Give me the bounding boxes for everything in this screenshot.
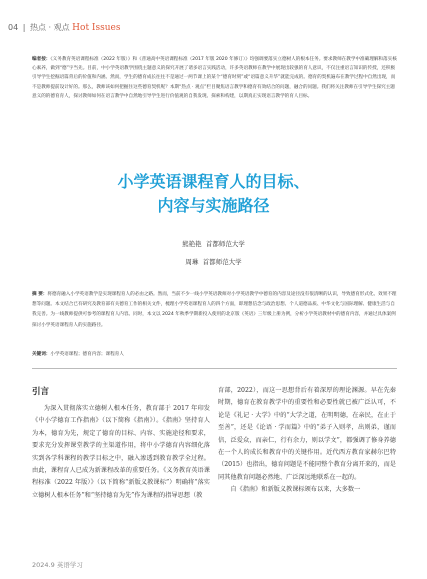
author-1: [0, 239, 427, 248]
section-title: 引言: [32, 387, 50, 397]
body-paragraph: 育部，2022），而这一思想背后有着深厚的理论渊源。早在先秦时期，德育在教育教学中的重要性和必要性就已被广泛认可，不论是《礼记 · 大学》中的“大学之道，在明明德，在亲民，在止于至善”，还是《论语 · 学而篇》中的“弟子入则孝，出则弟，谨而信，泛爱众，而亲仁，行有余力，则以学文”，都强调了修身养德在一个人的成长和教育中的关键作用。近代西方教育家赫尔巴特（2015）也指出，德育问题是不能同整个教育分离开来的，而是同其他教育问题必然地、广泛深远地联系在一起的。 自《指南》和新版义教课标颁布以来，大多数一: [218, 387, 396, 494]
page-number: 04: [8, 23, 19, 32]
section-divider: [32, 368, 397, 369]
body-column-left: [32, 385, 210, 502]
editor-note-label: 编者按：: [32, 57, 51, 62]
author-name: 熊艳艳: [182, 240, 202, 248]
footer-date: 2024.9: [32, 561, 55, 569]
keywords: [32, 350, 397, 359]
article-title-line-1: 小学英语课程育人的目标、: [117, 172, 310, 191]
editor-note: [32, 55, 397, 101]
author-affiliation: 首都师范大学: [205, 240, 245, 248]
section-label-en: Hot Issues: [72, 23, 121, 33]
abstract-label: 摘 要：: [32, 292, 48, 297]
abstract-text: 将德育融入小学英语教学是实现课程育人的必由之路。然而，当前不少一线小学英语教师对小学英语教学中德育的内容及途径没有很清晰的认识，导致德育形式化、效果不理想等问题。本文结合已有研究及教育部有关德育工作的相关文件，梳理小学英语课程育人的四个方面，即理想信念与政治思想、个人道德品质、中华文化与国际理解、健康生活与自我完善。为一线教师提供可参考的课程育人内容。同时，本文以 2024 年秋季学期新投入使用的北京版《英语》三年级上册为例，分析小学英语教材中的德育内容，并通过具体案例探讨小学英语课程育人的实施路径。: [32, 292, 397, 328]
page-header: [8, 22, 120, 33]
footer-journal: 英语学习: [56, 561, 83, 569]
page-footer: [32, 560, 83, 569]
author-2: [0, 257, 427, 266]
keywords-label: 关键词：: [32, 352, 51, 357]
body-column-right: [218, 385, 396, 497]
editor-note-text: 《义务教育英语课程标准（2022 年版）》和《普通高中英语课程标准（2017 年版 2020 年修订）》均强调要落实立德树人的根本任务。要求教师在教学中准确理解和落实核心素养，做到“德”字当先。目前，中小学英语教学围绕主题意义的探究开展了诸多语言实践活动，许多英语教师在教学中展现出较强的育人意识，不仅注重语言知识的传授，还积极引导学生挖掘语篇背后的价值和内涵。然而，学生的德育成长往往不是通过一两节课上的某个“德育时刻”或“语篇意义升华”就能完成的。德育的契机遍布在教学过程中自然出现，而不是教师提前设计好的。那么，教师该如何把握住这些德育契机呢？本期“热点 · 观点”栏目聚焦语言教学和德育有效结合的问题，融合的问题。我们将关注教师在引导学生探究主题意义的的德育育人，探讨教师如何在语言教学中自然地引导学生进行价值观的自我发现、探索和构建，以期真正实现语言教学的育人目标。: [32, 57, 397, 99]
article-title-line-2: 内容与实施路径: [157, 196, 270, 215]
keywords-text: 小学英语课程；德育内容；课程育人: [50, 352, 124, 357]
body-paragraph: 为深入贯彻落实立德树人根本任务，教育部于 2017 年印发《中小学德育工作指南》（以下简称《指南》）。《指南》坚持育人为本，德育为先，规定了德育的目标、内容、实施途径和要求，要求充分发挥课堂教学的主渠道作用，将中小学德育内容细化落实到各学科课程的教学目标之中，融入渗透到教育教学全过程。由此，课程育人已成为新课程改革的重要任务。《义务教育英语课程标准（2022 年版）》（以下简称“新版义教课标”）明确将“落实立德树人根本任务”和“坚持德育为先”作为课程的指导思想（教: [32, 405, 210, 499]
header-separator: |: [22, 23, 26, 32]
author-name: 周琳: [185, 258, 199, 266]
section-label: 热点 · 观点: [29, 23, 70, 32]
author-affiliation: 首都师范大学: [202, 258, 242, 266]
abstract: [32, 290, 397, 331]
